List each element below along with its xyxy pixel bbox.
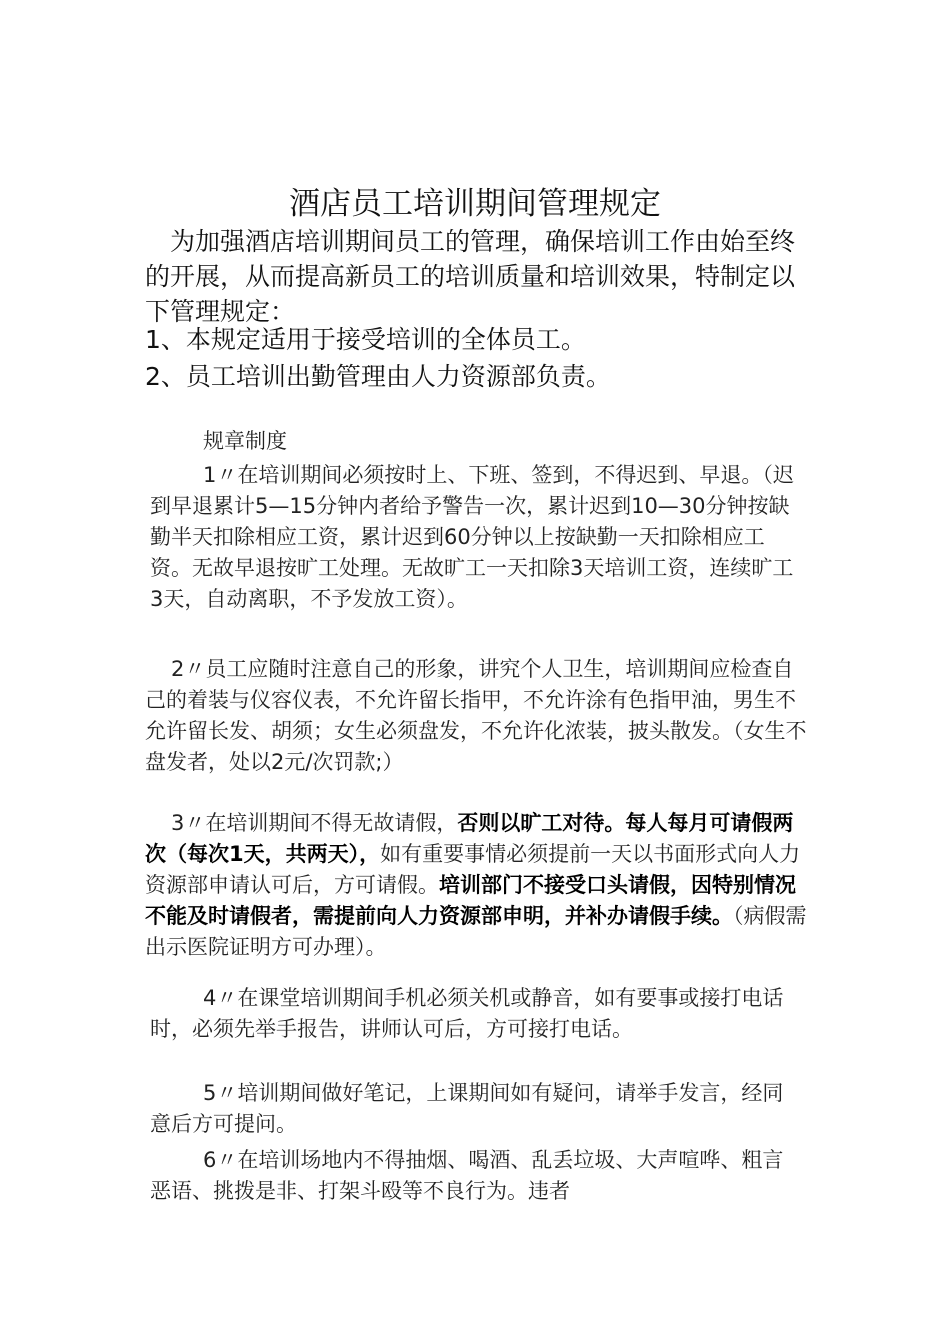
- rule-2: 2、员工培训出勤管理由人力资源部负责。: [145, 362, 611, 391]
- document-title: 酒店员工培训期间管理规定: [289, 186, 661, 222]
- p3-text-4: 培训部门不接受口头请假，因特别情况不能及时请假者，需提前向人力资源部申明，并补办请假手续。: [145, 873, 796, 928]
- p3-text-1: 3〃在培训期间不得无故请假，: [171, 811, 458, 835]
- p3-text-5: （病假需出示医院证明方可办理）。: [145, 904, 807, 959]
- regulation-paragraph-5: 5〃培训期间做好笔记，上课期间如有疑问，请举手发言，经同意后方可提问。: [150, 1081, 784, 1136]
- regulation-paragraph-6: 6〃在培训场地内不得抽烟、喝酒、乱丢垃圾、大声喧哗、粗言恶语、挑拨是非、打架斗殴等不良行为。违者: [150, 1148, 784, 1203]
- rule-1: 1、本规定适用于接受培训的全体员工。: [145, 325, 586, 354]
- regulation-paragraph-1: 1〃在培训期间必须按时上、下班、签到，不得迟到、早退。（迟到早退累计5—15分钟内者给予警告一次，累计迟到10—30分钟按缺勤半天扣除相应工资，累计迟到60分钟以上按缺勤一天扣除相应工资。无故早退按旷工处理。无故旷工一天扣除3天培训工资，连续旷工3天，自动离职，不予发放工资）。: [150, 463, 794, 611]
- regulation-paragraph-4: 4〃在课堂培训期间手机必须关机或静音，如有要事或接打电话时，必须先举手报告，讲师认可后，方可接打电话。: [150, 986, 784, 1041]
- intro-paragraph: 为加强酒店培训期间员工的管理，确保培训工作由始至终的开展，从而提高新员工的培训质量和培训效果，特制定以下管理规定：: [145, 227, 796, 326]
- section-heading: 规章制度: [203, 429, 287, 453]
- p3-text-2: 否则以旷工对待。每人每月可请假两次（每次1天，共两天），: [145, 811, 794, 866]
- p3-text-3: 如有重要事情必须提前一天以书面形式向人力资源部申请认可后，方可请假。: [145, 842, 801, 897]
- regulation-paragraph-2: 2〃员工应随时注意自己的形象，讲究个人卫生，培训期间应检查自己的着装与仪容仪表，不允许留长指甲，不允许涂有色指甲油，男生不允许留长发、胡须；女生必须盘发，不允许化浓装，披头散发。（女生不盘发者，处以2元/次罚款;）: [145, 657, 807, 774]
- regulation-paragraph-3: [145, 808, 810, 963]
